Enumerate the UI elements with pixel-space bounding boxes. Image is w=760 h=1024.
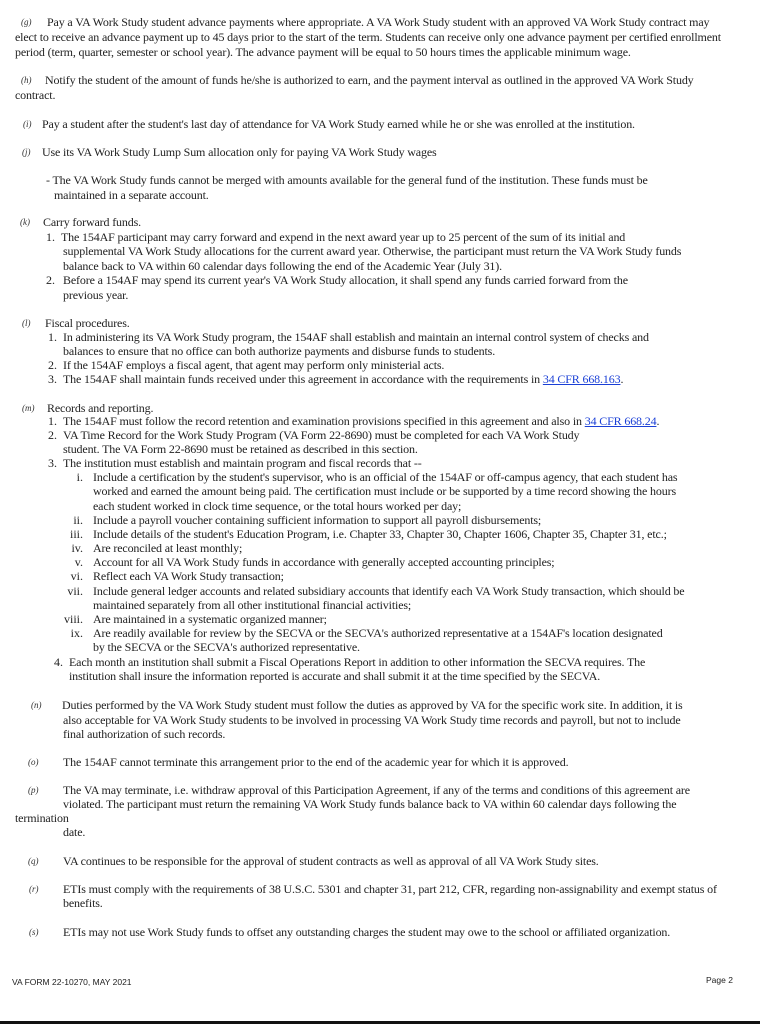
list-item-line: The institution must establish and maintain program and fiscal records that -- [63, 456, 422, 470]
list-item-line: In administering its VA Work Study program, the 154AF shall establish and maintain an internal control system of checks and [63, 330, 649, 344]
cfr-668-24-link[interactable]: 34 CFR 668.24 [584, 414, 657, 428]
punctuation: . [620, 372, 624, 386]
item-h-line: contract. [15, 88, 56, 102]
item-label-r: (r) [29, 884, 39, 894]
item-p-line: The VA may terminate, i.e. withdraw approval of this Participation Agreement, if any of the terms and conditions of this agreement are [63, 783, 690, 797]
subitem-line: Include a payroll voucher containing sufficient information to support all payroll disbursements; [93, 513, 542, 527]
item-p-line: violated. The participant must return the remaining VA Work Study funds balance back to VA within 60 calendar days following the [63, 797, 677, 811]
subitem-line: by the SECVA or the SECVA's authorized representative. [93, 640, 360, 654]
item-label-k: (k) [20, 217, 30, 227]
item-label-s: (s) [29, 927, 39, 937]
list-number: 1. [48, 330, 57, 344]
item-label-g: (g) [21, 17, 32, 27]
roman-number: i. [76, 470, 83, 484]
cfr-668-163-link[interactable]: 34 CFR 668.163 [542, 372, 621, 386]
list-number: 1. [46, 230, 55, 244]
item-label-i: (i) [23, 119, 32, 129]
list-item-line: Each month an institution shall submit a Fiscal Operations Report in addition to other information the SECVA requires. The [69, 655, 646, 669]
item-o-line: The 154AF cannot terminate this arrangement prior to the end of the academic year for which it is approved. [63, 755, 569, 769]
list-number: 3. [48, 456, 57, 470]
roman-number: viii. [63, 612, 83, 626]
item-label-q: (q) [28, 856, 39, 866]
roman-number: vi. [70, 569, 83, 583]
item-h-line: Notify the student of the amount of funds he/she is authorized to earn, and the payment interval as outlined in the approved VA Work Study [45, 73, 694, 87]
subitem-line: Account for all VA Work Study funds in accordance with generally accepted accounting principles; [93, 555, 555, 569]
list-number: 4. [54, 655, 63, 669]
list-item-line: VA Time Record for the Work Study Program (VA Form 22-8690) must be completed for each VA Work Study [63, 428, 580, 442]
item-p-line: date. [63, 825, 86, 839]
subitem-line: worked and earned the amount being paid. The certification must include or be supported by a time record showing the hours [93, 484, 676, 498]
section-title-l: Fiscal procedures. [45, 316, 130, 330]
section-title-m: Records and reporting. [47, 401, 154, 415]
roman-number: iii. [69, 527, 83, 541]
punctuation: . [656, 414, 660, 428]
item-g-line: period (term, quarter, semester or school year). The advance payment will be equal to 50 hours times the applicable minimum wage. [15, 45, 631, 59]
list-item-text: The 154AF must follow the record retention and examination provisions specified in this agreement and also in [63, 414, 585, 428]
list-item-line: supplemental VA Work Study allocations for the current award year. Otherwise, the participant must return the VA Work Study funds [63, 244, 682, 258]
list-number: 2. [46, 273, 55, 287]
list-item-line: The 154AF participant may carry forward and expend in the next award year up to 25 percent of the sum of its initial and [61, 230, 626, 244]
list-number: 2. [48, 358, 57, 372]
item-j-note: - The VA Work Study funds cannot be merged with amounts available for the general fund of the institution. These funds must be [46, 173, 648, 187]
list-number: 2. [48, 428, 57, 442]
item-label-o: (o) [28, 757, 39, 767]
subitem-line: Include general ledger accounts and related subsidiary accounts that identify each VA Work Study transaction, which should be [93, 584, 685, 598]
list-item-text: The 154AF shall maintain funds received under this agreement in accordance with the requirements in [63, 372, 543, 386]
item-n-line: also acceptable for VA Work Study students to be involved in processing VA Work Study time records and payroll, but not to include [63, 713, 681, 727]
item-label-j: (j) [22, 147, 31, 157]
list-item-line: previous year. [63, 288, 129, 302]
item-label-n: (n) [31, 700, 42, 710]
subitem-line: Are maintained in a systematic organized manner; [93, 612, 327, 626]
item-p-line: termination [15, 811, 69, 825]
item-label-h: (h) [21, 75, 32, 85]
list-item-line: If the 154AF employs a fiscal agent, that agent may perform only ministerial acts. [63, 358, 445, 372]
subitem-line: Include a certification by the student's supervisor, who is an official of the 154AF or off-campus agency, that each student has [93, 470, 678, 484]
list-item-line: student. The VA Form 22-8690 must be retained as described in this section. [63, 442, 418, 456]
subitem-line: maintained separately from all other institutional financial activities; [93, 598, 412, 612]
subitem-line: Are readily available for review by the SECVA or the SECVA's authorized representative at a 154AF's location designated [93, 626, 663, 640]
item-r-line: benefits. [63, 896, 103, 910]
item-n-line: Duties performed by the VA Work Study student must follow the duties as approved by VA for the specific work site. In addition, it is [62, 698, 683, 712]
page-number: Page 2 [706, 975, 733, 985]
list-number: 1. [48, 414, 57, 428]
subitem-line: each student worked in clock time sequence, or the total hours worked per day; [93, 499, 462, 513]
roman-number: iv. [71, 541, 83, 555]
item-j-line: Use its VA Work Study Lump Sum allocation only for paying VA Work Study wages [42, 145, 437, 159]
list-item-line: Before a 154AF may spend its current year's VA Work Study allocation, it shall spend any funds carried forward from the [63, 273, 628, 287]
item-s-line: ETIs may not use Work Study funds to offset any outstanding charges the student may owe to the school or affiliated organization. [63, 925, 671, 939]
roman-number: ix. [70, 626, 83, 640]
list-item-line [63, 372, 623, 386]
list-item-line [63, 414, 659, 428]
roman-number: v. [74, 555, 83, 569]
list-item-line: institution shall insure the information reported is accurate and shall submit it at the time specified by the SECVA. [69, 669, 601, 683]
subitem-line: Include details of the student's Education Program, i.e. Chapter 33, Chapter 30, Chapter 1606, Chapter 35, Chapter 31, etc.; [93, 527, 667, 541]
item-g-line: Pay a VA Work Study student advance payments where appropriate. A VA Work Study student with an approved VA Work Study contract may [47, 15, 710, 29]
list-number: 3. [48, 372, 57, 386]
item-j-note: maintained in a separate account. [54, 188, 209, 202]
roman-number: ii. [73, 513, 83, 527]
section-title-k: Carry forward funds. [43, 215, 141, 229]
subitem-line: Reflect each VA Work Study transaction; [93, 569, 284, 583]
item-r-line: ETIs must comply with the requirements of 38 U.S.C. 5301 and chapter 31, part 212, CFR, regarding non-assignability and exempt status of [63, 882, 717, 896]
roman-number: vii. [67, 584, 83, 598]
list-item-line: balances to ensure that no office can both authorize payments and disburse funds to students. [63, 344, 496, 358]
item-label-p: (p) [28, 785, 39, 795]
item-label-m: (m) [22, 403, 35, 413]
item-label-l: (l) [22, 318, 31, 328]
subitem-line: Are reconciled at least monthly; [93, 541, 243, 555]
item-n-line: final authorization of such records. [63, 727, 226, 741]
item-g-line: elect to receive an advance payment up to 45 days prior to the start of the term. Students can receive only one advance payment per certified enrollment [15, 30, 721, 44]
item-q-line: VA continues to be responsible for the approval of student contracts as well as approval of all VA Work Study sites. [63, 854, 599, 868]
form-number: VA FORM 22-10270, MAY 2021 [12, 977, 132, 987]
item-i-line: Pay a student after the student's last day of attendance for VA Work Study earned while he or she was enrolled at the institution. [42, 117, 635, 131]
list-item-line: balance back to VA within 60 calendar days following the end of the Academic Year (July 31). [63, 259, 502, 273]
